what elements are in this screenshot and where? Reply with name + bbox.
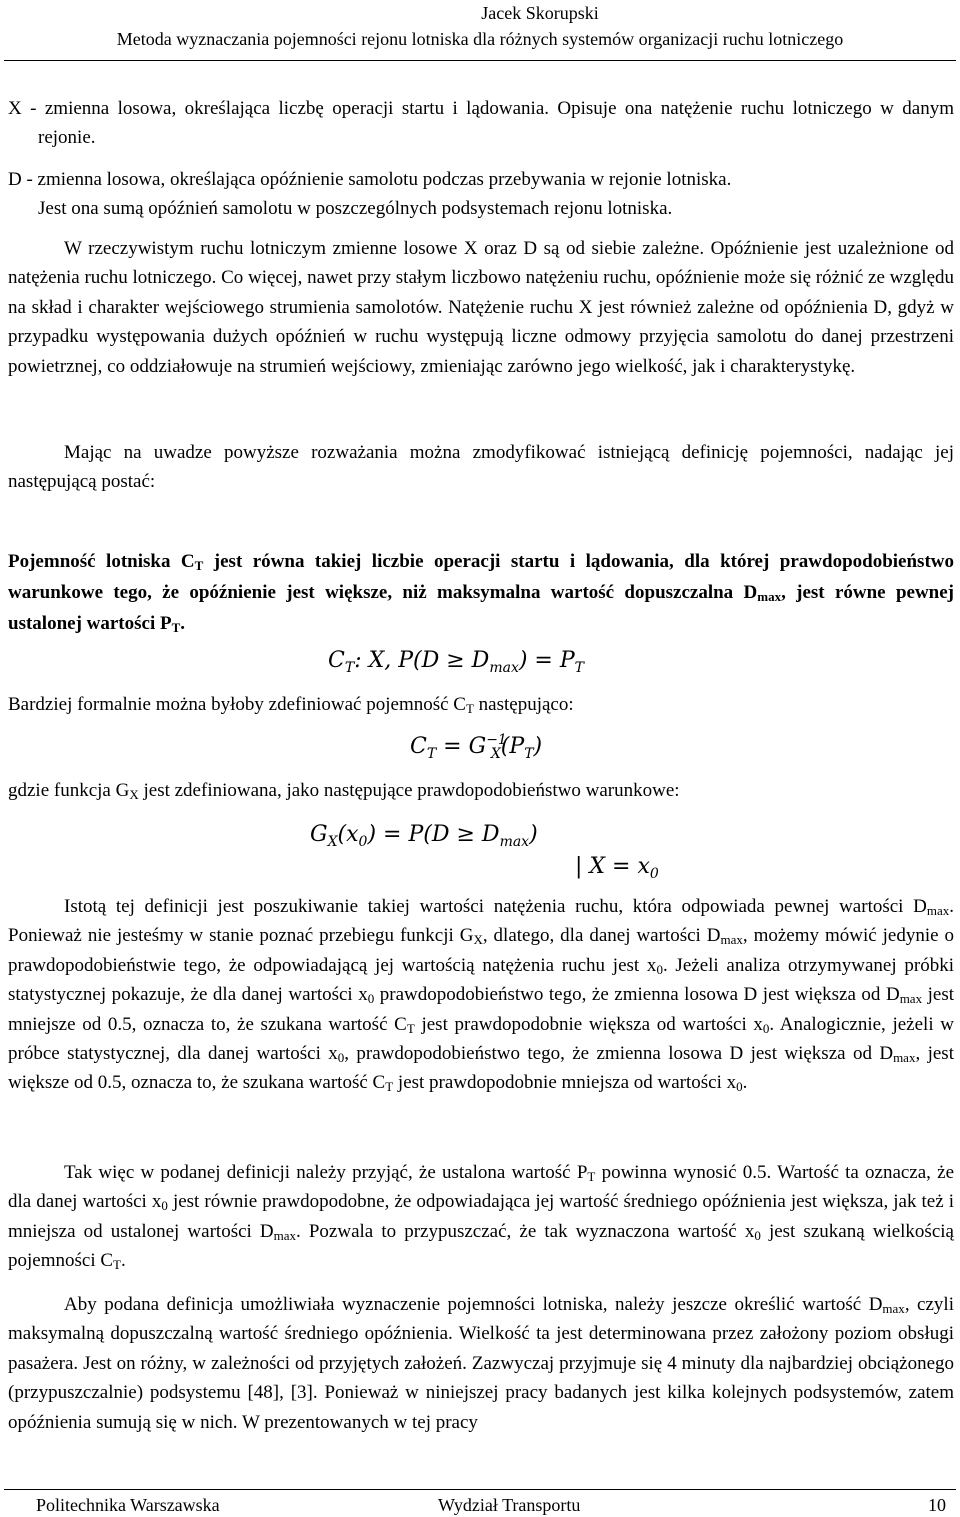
paragraph-dmax: Aby podana definicja umożliwiała wyznaczenie pojemności lotniska, należy jeszcze określić wartość $D_{max}$, czyli maksymalną dopuszczalną wartość średniego opóźnienia. Wielkość ta jest determinowana przez założony poziom obsługi pasażera. Jest on różny, w zależności od przyjętych założeń. Zazwyczaj przyjmuje się 4 minuty dla najbardziej obciążonego (przypuszczalnie) podsystemu [48], [3]. Ponieważ w niniejszej pracy badanych jest kilka kolejnych podsystemów, zatem opóźnienia sumują się w nich. W prezentowanych w tej pracy — [8, 1294, 954, 1433]
formula-conditional-probability: $G_X(x_0) = P(D \ge D_{max})$ — [310, 822, 538, 850]
paragraph-essence: Istotą tej definicji jest poszukiwanie takiej wartości natężenia ruchu, która odpowiada pewnej wartości $D_{max}$. Ponieważ nie jesteśmy w stanie poznać przebiegu funkcji $G_X$, dlatego, dla danej wartości $D_{max}$, możemy mówić jedynie o prawdopodobieństwie tego, że odpowiadającą jej wartością natężenia ruchu jest $x_0$. Jeżeli analiza otrzymywanej próbki statystycznej pokazuje, że dla danej wartości $x_0$ prawdopodobieństwo tego, że zmienna losowa D jest większa od $D_{max}$ jest mniejsze od 0.5, oznacza to, że szukana wartość $C_T$ jest prawdopodobnie większa od wartości $x_0$. Analogicznie, jeżeli w próbce statystycznej, dla danej wartości $x_0$, prawdopodobieństwo tego, że zmienna losowa D jest większa od $D_{max}$, jest większe od 0.5, oznacza to, że szukana wartość $C_T$ jest prawdopodobnie mniejsza od wartości $x_0$. — [8, 896, 954, 1095]
footer-faculty: Wydział Transportu — [438, 1495, 581, 1515]
header-title: Metoda wyznaczania pojemności rejonu lotniska dla różnych systemów organizacji ruchu lotniczego — [116, 29, 844, 49]
formula-inverse: $C_T = G^{-1}_X(P_T)$ — [410, 732, 543, 762]
formula-capacity: $C_T$: X, $P(D \ge D_{max}) = P_T$ — [328, 648, 585, 676]
paragraph-pt-value: Tak więc w podanej definicji należy przyjąć, że ustalona wartość $P_T$ powinna wynosić 0.5. Wartość ta oznacza, że dla danej wartości $x_0$ jest równie prawdopodobne, że odpowiadająca jej wartość średniego opóźnienia jest większa, jak też i mniejsza od ustalonej wartości $D_{max}$. Pozwala to przypuszczać, że tak wyznaczona wartość $x_0$ jest szukaną wielkością pojemności $C_T$. — [8, 1162, 954, 1273]
paragraph-function: gdzie funkcja $G_X$ jest zdefiniowana, jako następujące prawdopodobieństwo warunkowe: — [8, 780, 680, 802]
paragraph-dependence: W rzeczywistym ruchu lotniczym zmienne losowe X oraz D są od siebie zależne. Opóźnienie jest uzależnione od natężenia ruchu lotniczego. Co więcej, nawet przy stałym liczbowo natężeniu ruchu, opóźnienie może się różnić ze względu na skład i charakter wejściowego strumienia samolotów. Natężenie ruchu X jest również zależne od opóźnienia D, gdyż w przypadku występowania dużych opóźnień w ruchu występują liczne odmowy przyjęcia samolotu do danej przestrzeni powietrznej, co oddziałowuje na strumień wejściowy, zmieniając zarówno jego wielkość, jak i charakterystykę. — [8, 238, 954, 377]
running-header — [0, 0, 960, 52]
footer-rule — [4, 1489, 956, 1490]
footer-university: Politechnika Warszawska — [36, 1495, 220, 1515]
page-number: 10 — [928, 1495, 946, 1515]
definition-x: X - zmienna losowa, określająca liczbę operacji startu i lądowania. Opisuje ona natężenie ruchu lotniczego w danym rejonie. — [8, 98, 954, 149]
formula-condition: | $X = x_0$ — [575, 854, 659, 882]
paragraph-modified-definition: Mając na uwadze powyższe rozważania można zmodyfikować istniejącą definicję pojemności, nadając jej następującą postać: — [8, 442, 954, 493]
header-rule — [4, 60, 956, 61]
definition-d: D - zmienna losowa, określająca opóźnienie samolotu podczas przebywania w rejonie lotniska. Jest ona sumą opóźnień samolotu w poszczególnych podsystemach rejonu lotniska. — [8, 169, 732, 220]
header-author: Jacek Skorupski — [481, 3, 599, 23]
paragraph-formal: Bardziej formalnie można byłoby zdefiniować pojemność $C_T$ następująco: — [8, 694, 574, 716]
capacity-definition: Pojemność lotniska $C_T$ jest równa takiej liczbie operacji startu i lądowania, dla której prawdopodobieństwo warunkowe tego, że opóźnienie jest większe, niż maksymalna wartość dopuszczalna $D_{max}$, jest równe pewnej ustalonej wartości $P_T$. — [8, 551, 954, 635]
